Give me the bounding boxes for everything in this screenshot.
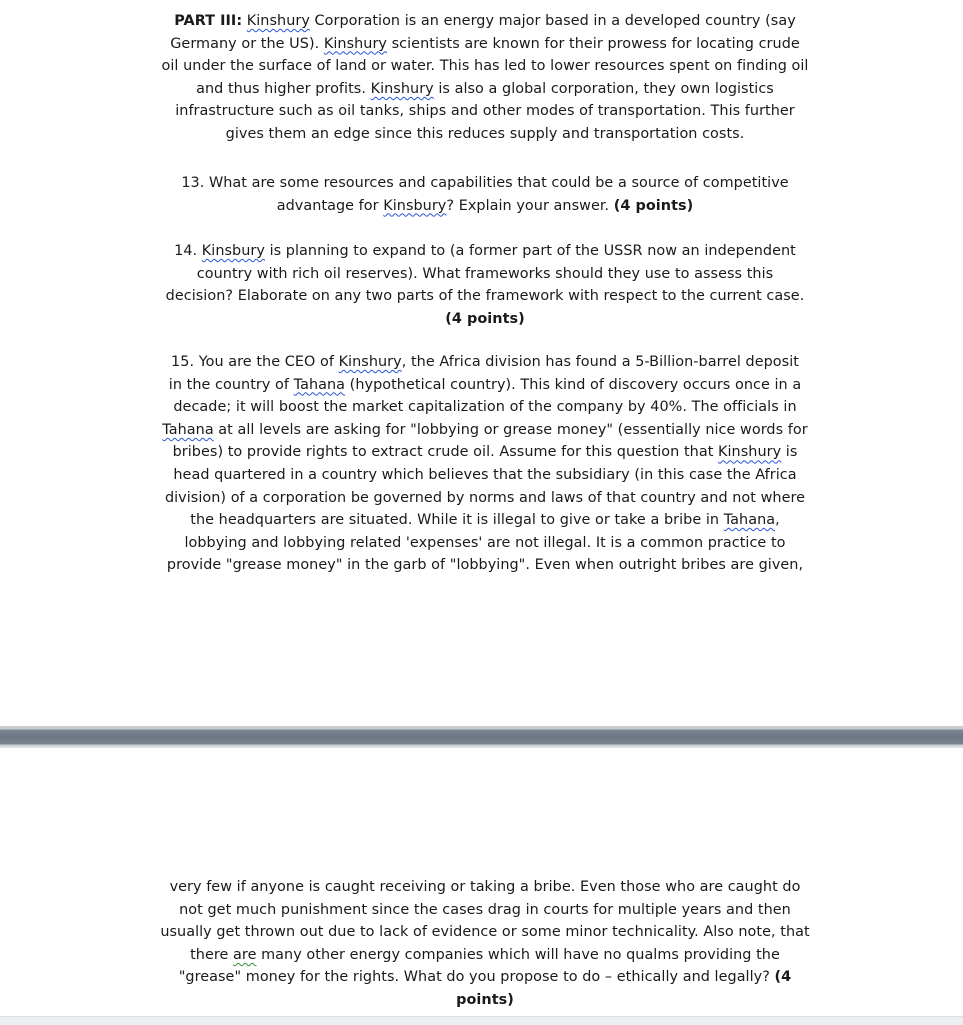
text-run: is	[781, 444, 798, 461]
question-14-line	[55, 263, 915, 286]
text-run: bribes) to provide rights to extract crude oil. Assume for this question that	[172, 444, 719, 461]
question-14-line	[55, 285, 915, 308]
text-run: advantage for	[276, 197, 384, 214]
text-run: country with rich oil reserves). What frameworks should they use to assess this	[196, 265, 774, 282]
question-15-line	[55, 554, 915, 577]
question-15-line	[55, 396, 915, 419]
text-run: division) of a corporation be governed by norms and laws of that country and not where	[164, 489, 806, 506]
part-3-line	[55, 55, 915, 78]
text-run: 13. What are some resources and capabilities that could be a source of competitive	[181, 175, 789, 191]
part-3-line	[55, 78, 915, 101]
text-run: Germany or the US).	[170, 35, 324, 52]
spellcheck-word: Tahana	[293, 376, 346, 393]
spellcheck-word: Kinshury	[338, 354, 402, 370]
points-label: points)	[456, 991, 514, 1008]
question-15-line	[55, 374, 915, 397]
part-3-line	[55, 123, 915, 146]
part-3-line	[55, 100, 915, 123]
question-13	[55, 172, 915, 217]
question-14-line	[55, 240, 915, 263]
text-run: , the Africa division has found a 5-Billion-barrel deposit	[401, 354, 799, 370]
spellcheck-word: Kinshury	[370, 80, 434, 97]
question-15-line	[55, 419, 915, 442]
text-run: is also a global corporation, they own logistics	[433, 80, 774, 97]
text-run: provide "grease money" in the garb of "lobbying". Even when outright bribes are given,	[166, 557, 804, 574]
question-15-line	[55, 351, 915, 374]
question-15-line	[55, 441, 915, 464]
continuation-line	[55, 876, 915, 899]
text-run: lobbying and lobbying related 'expenses' are not illegal. It is a common practice to	[184, 534, 786, 551]
text-run: oil under the surface of land or water. This has led to lower resources spent on finding oil	[161, 58, 809, 75]
continuation-line	[55, 944, 915, 967]
text-run: is planning to expand to (a former part of the USSR now an independent	[264, 243, 796, 259]
spellcheck-word: Kinshury	[718, 444, 782, 461]
continuation-line	[55, 899, 915, 922]
text-run: not get much punishment since the cases drag in courts for multiple years and then	[179, 901, 791, 918]
text-run: at all levels are asking for "lobbying or grease money" (essentially nice words for	[213, 421, 808, 438]
question-15-line	[55, 487, 915, 510]
spellcheck-word: Kinsbury	[383, 197, 447, 214]
text-run: (hypothetical country). This kind of discovery occurs once in a	[345, 376, 802, 393]
text-run: the headquarters are situated. While it is illegal to give or take a bribe in	[190, 512, 724, 529]
text-run: usually get thrown out due to lack of evidence or some minor technicality. Also note, that	[160, 924, 810, 941]
part-3-intro	[55, 10, 915, 146]
spellcheck-word: Tahana	[162, 421, 214, 438]
page-break-divider	[0, 726, 963, 748]
spellcheck-word: Kinshury	[323, 35, 387, 52]
points-label: (4 points)	[445, 310, 525, 327]
question-15-line	[55, 509, 915, 532]
question-13-line	[55, 195, 915, 218]
text-run: and thus higher profits.	[196, 80, 371, 97]
spellcheck-word: Kinshury	[246, 13, 310, 29]
points-label: (4 points)	[613, 197, 694, 214]
spellcheck-word: Kinsbury	[201, 243, 265, 259]
text-run: ? Explain your answer.	[446, 197, 614, 214]
continuation-line	[55, 989, 915, 1012]
text-run: decade; it will boost the market capitalization of the company by 40%. The officials in	[173, 399, 797, 416]
text-run: head quartered in a country which believes that the subsidiary (in this case the Africa	[173, 466, 797, 483]
text-run: many other energy companies which will have no qualms providing the	[256, 946, 780, 963]
question-14-line	[55, 308, 915, 331]
text-run: gives them an edge since this reduces supply and transportation costs.	[225, 125, 745, 142]
part-3-line	[55, 33, 915, 56]
text-run: "grease" money for the rights. What do you propose to do – ethically and legally?	[178, 969, 775, 986]
question-15	[55, 351, 915, 577]
text-run: Corporation is an energy major based in a developed country (say	[309, 13, 796, 29]
text-run: very few if anyone is caught receiving or taking a bribe. Even those who are caught do	[169, 879, 801, 895]
points-label: (4	[774, 969, 792, 986]
question-14	[55, 240, 915, 330]
question-15-line	[55, 464, 915, 487]
text-run: there	[190, 946, 234, 963]
text-run: scientists are known for their prowess for locating crude	[387, 35, 800, 52]
text-run: ,	[775, 512, 780, 529]
part-3-line	[55, 10, 915, 33]
text-run: in the country of	[168, 376, 294, 393]
continuation-line	[55, 966, 915, 989]
question-13-line	[55, 172, 915, 195]
part-3-label: PART III:	[174, 13, 243, 29]
text-run: decision? Elaborate on any two parts of the framework with respect to the current case.	[165, 288, 805, 305]
text-run: infrastructure such as oil tanks, ships and other modes of transportation. This further	[175, 103, 795, 120]
text-run: 14.	[174, 243, 202, 259]
grammar-flag-word: are	[233, 946, 257, 963]
continuation-line	[55, 921, 915, 944]
text-run: 15. You are the CEO of	[171, 354, 339, 370]
spellcheck-word: Tahana	[723, 512, 776, 529]
question-15-continuation	[55, 876, 915, 1012]
question-15-line	[55, 532, 915, 555]
